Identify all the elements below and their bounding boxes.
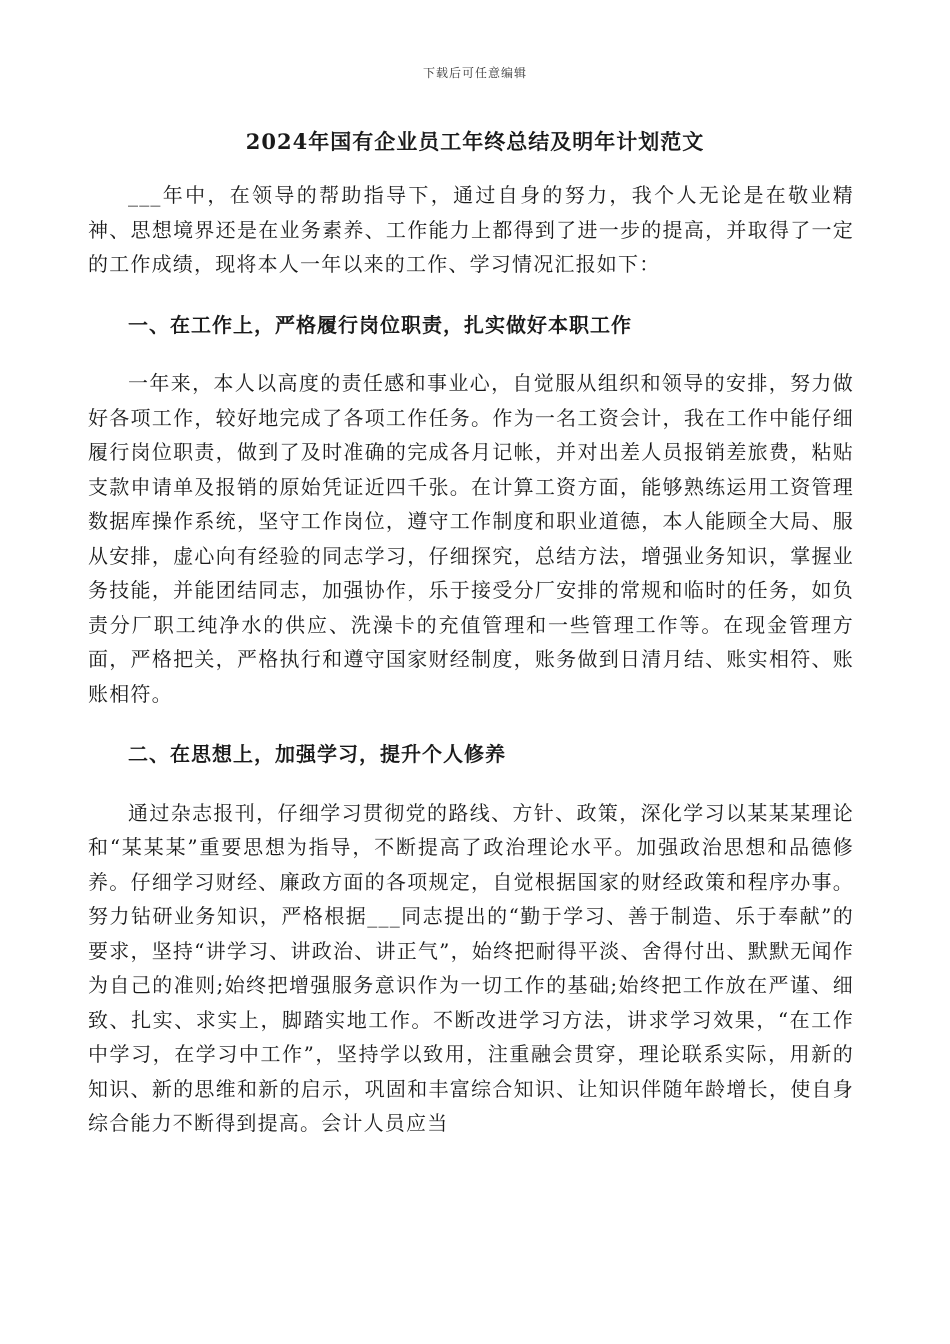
document-body (88, 178, 854, 1141)
section-2-paragraph: 通过杂志报刊，仔细学习贯彻党的路线、方针、政策，深化学习以某某某理论和“某某某”重要思想为指导，不断提高了政治理论水平。加强政治思想和品德修养。仔细学习财经、廉政方面的各项规定，自觉根据国家的财经政策和程序办事。努力钻研业务知识，严格根据___同志提出的“勤于学习、善于制造、乐于奉献”的要求，坚持“讲学习、讲政治、讲正气”，始终把耐得平淡、舍得付出、默默无闻作为自己的准则;始终把增强服务意识作为一切工作的基础;始终把工作放在严谨、细致、扎实、求实上，脚踏实地工作。不断改进学习方法，讲求学习效果，“在工作中学习，在学习中工作”，坚持学以致用，注重融会贯穿，理论联系实际，用新的知识、新的思维和新的启示，巩固和丰富综合知识、让知识伴随年龄增长，使自身综合能力不断得到提高。会计人员应当 (88, 800, 854, 1135)
intro-paragraph: ___年中，在领导的帮助指导下，通过自身的努力，我个人无论是在敬业精神、思想境界还是在业务素养、工作能力上都得到了进一步的提高，并取得了一定的工作成绩，现将本人一年以来的工作、学习情况汇报如下： (88, 183, 854, 276)
section-1-paragraph: 一年来，本人以高度的责任感和事业心，自觉服从组织和领导的安排，努力做好各项工作，较好地完成了各项工作任务。作为一名工资会计，我在工作中能仔细履行岗位职责，做到了及时准确的完成各月记帐，并对出差人员报销差旅费，粘贴支款申请单及报销的原始凭证近四千张。在计算工资方面，能够熟练运用工资管理数据库操作系统，坚守工作岗位，遵守工作制度和职业道德，本人能顾全大局、服从安排，虚心向有经验的同志学习，仔细探究，总结方法，增强业务知识，掌握业务技能，并能团结同志，加强协作，乐于接受分厂安排的常规和临时的任务，如负责分厂职工纯净水的供应、洗澡卡的充值管理和一些管理工作等。在现金管理方面，严格把关，严格执行和遵守国家财经制度，账务做到日清月结、账实相符、账账相符。 (88, 371, 854, 706)
document-title: 2024年国有企业员工年终总结及明年计划范文 (245, 129, 705, 154)
section-1-heading: 一、在工作上，严格履行岗位职责，扎实做好本职工作 (128, 312, 632, 337)
section-2-heading: 二、在思想上，加强学习，提升个人修养 (128, 742, 506, 766)
header-note: 下载后可任意编辑 (422, 66, 527, 80)
